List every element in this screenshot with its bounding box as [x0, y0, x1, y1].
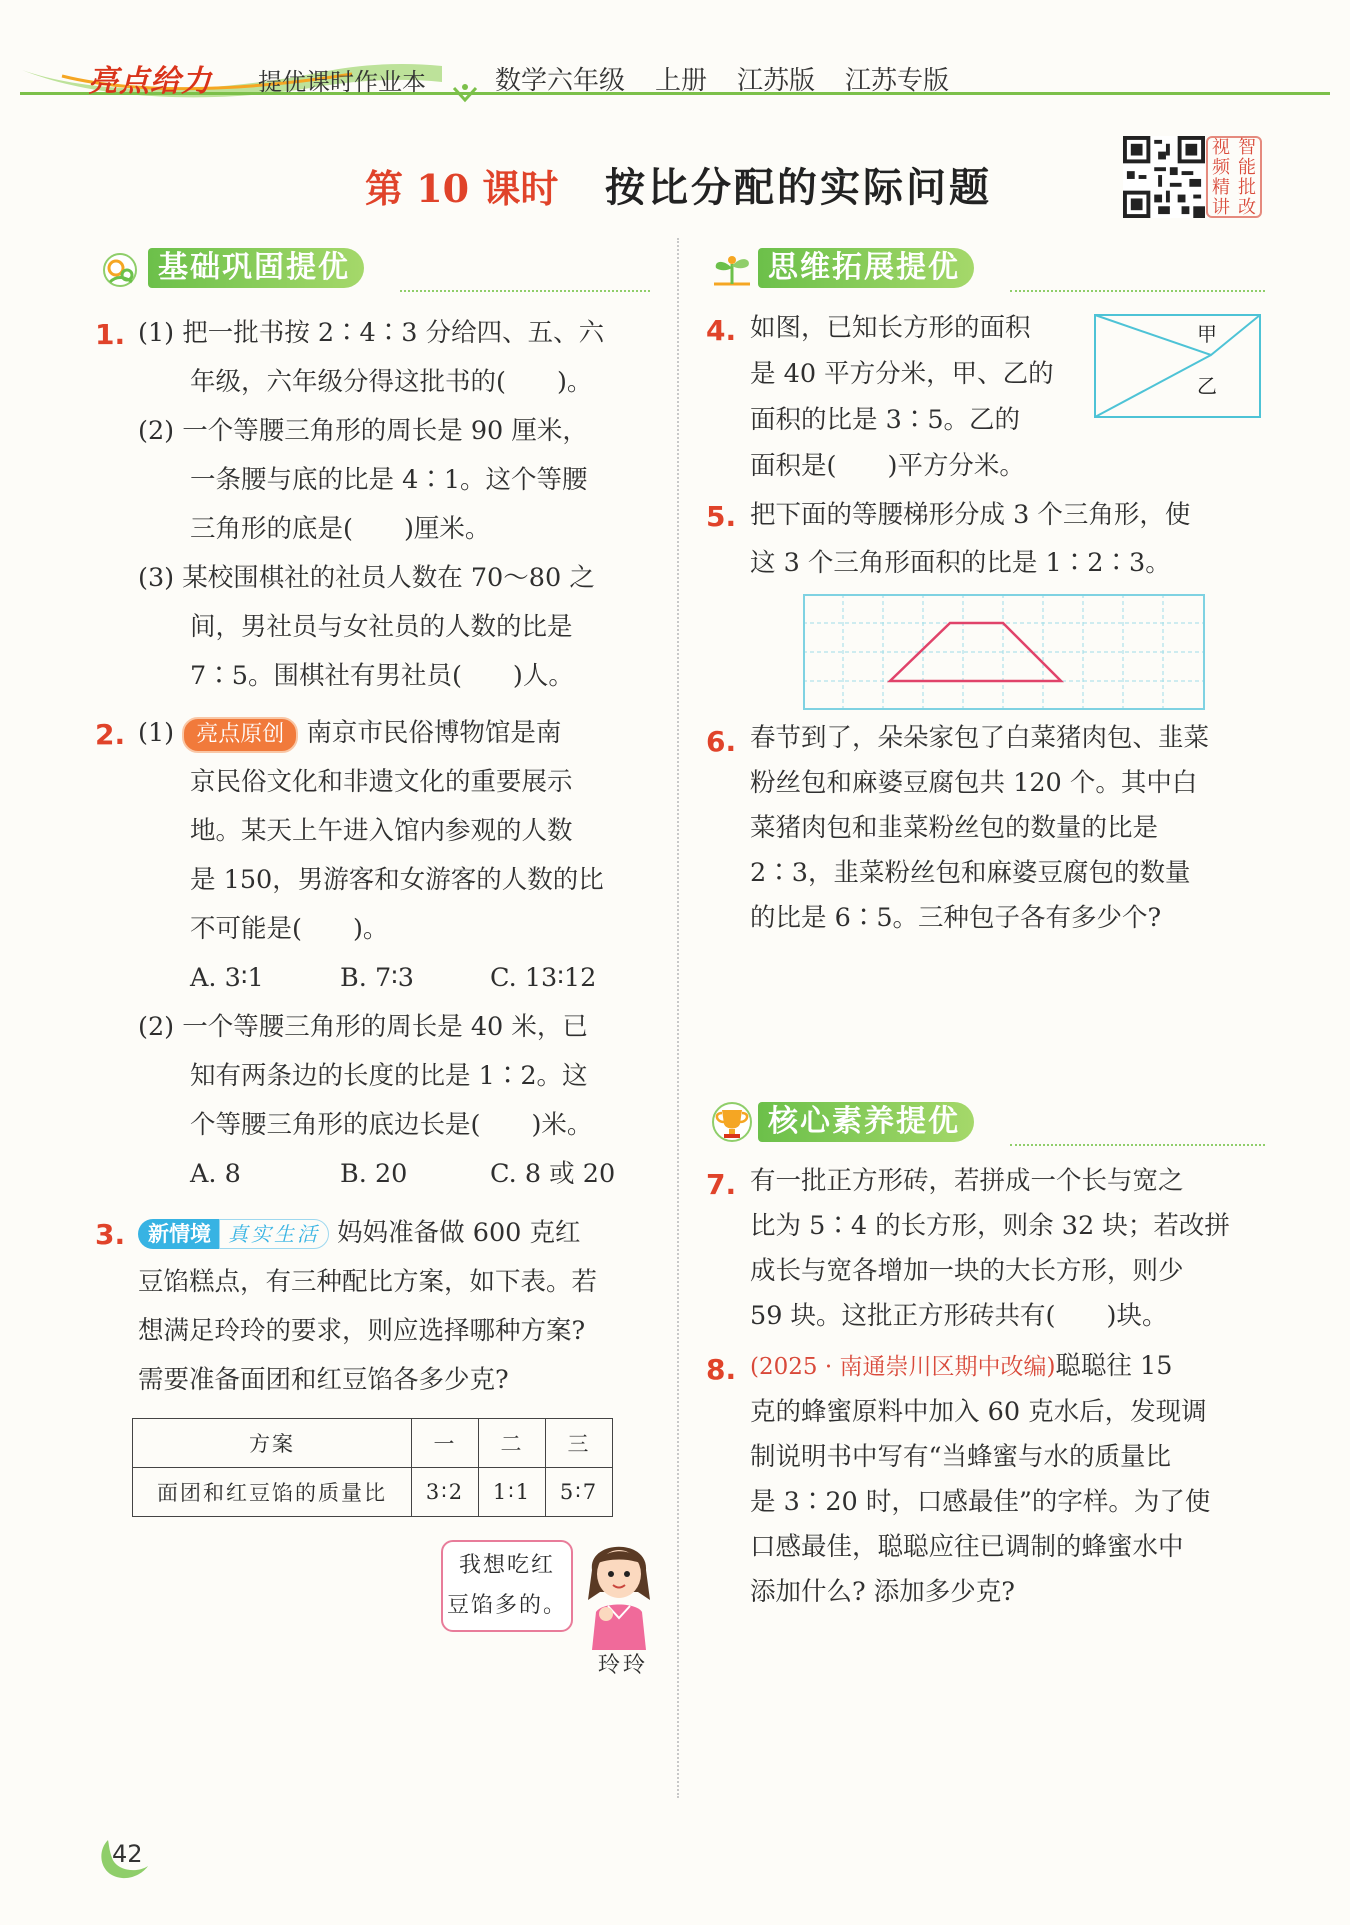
q4-line: 面积是( )平方分米。: [750, 451, 1025, 481]
ratio-plan-table: [132, 1418, 613, 1517]
q1-part1-line: 年级，六年级分得这批书的( )。: [190, 367, 593, 397]
q1-part1-line: (1) 把一批书按 2∶4∶3 分给四、五、六: [138, 318, 605, 348]
header-chevron-icon: [452, 84, 478, 104]
section-dotline: [1010, 1144, 1265, 1146]
grid-trapezoid-figure: [803, 594, 1205, 710]
question-number: 6.: [706, 725, 737, 758]
character-name: 玲玲: [598, 1653, 649, 1678]
question-3: [138, 1209, 658, 1405]
column-divider: [677, 238, 679, 1798]
q2-part2-line: (2) 一个等腰三角形的周长是 40 米，已: [138, 1012, 588, 1042]
q2-part1-line: 是 150，男游客和女游客的人数的比: [190, 865, 604, 895]
new-context-tag: 新情境: [138, 1219, 219, 1249]
option[interactable]: B. 20: [340, 1159, 408, 1189]
qr-caption: [1206, 136, 1262, 218]
q1-part2-line: 一条腰与底的比是 4∶1。这个等腰: [190, 465, 588, 495]
question-number: 4.: [706, 314, 737, 347]
q2-part2-options: [138, 1150, 658, 1199]
q6-line: 的比是 6∶5。三种包子各有多少个?: [750, 903, 1162, 933]
qr-code-icon[interactable]: [1123, 136, 1205, 218]
qr-label: 能: [1238, 157, 1256, 178]
header-meta: [495, 60, 949, 97]
question-8: [750, 1344, 1270, 1615]
page-number: 42: [112, 1840, 143, 1868]
q3-line: 想满足玲玲的要求，则应选择哪种方案?: [138, 1316, 586, 1346]
q7-line: 比为 5∶4 的长方形，则余 32 块；若改拼: [750, 1211, 1230, 1241]
brand-logo-text: 亮点给力: [88, 64, 212, 99]
original-tag: 亮点原创: [182, 717, 298, 753]
table-cell: 1∶1: [479, 1468, 546, 1517]
qr-label: 改: [1238, 197, 1256, 218]
question-number: 1.: [95, 318, 126, 351]
meta-special: 江苏专版: [845, 66, 950, 96]
bubble-line: 我想吃红: [458, 1553, 555, 1578]
q2-part2-line: 个等腰三角形的底边长是( )米。: [190, 1110, 593, 1140]
table-cell: 3∶2: [412, 1468, 479, 1517]
table-cell: 面团和红豆馅的质量比: [133, 1468, 412, 1517]
q1-part2-line: (2) 一个等腰三角形的周长是 90 厘米，: [138, 416, 588, 446]
region-label-yi: 乙: [1197, 374, 1217, 398]
q3-line: 豆馅糕点，有三种配比方案，如下表。若: [138, 1267, 598, 1297]
table-header-cell: 一: [412, 1419, 479, 1468]
qr-label: 频: [1212, 157, 1230, 178]
section-title: 基础巩固提优: [148, 248, 364, 288]
rectangle-figure: [1093, 313, 1263, 419]
q2-text: 南京市民俗博物馆是南: [306, 718, 562, 748]
question-1: [138, 309, 658, 701]
q1-part3-line: (3) 某校围棋社的社员人数在 70～80 之: [138, 563, 595, 593]
meta-volume: 上册: [655, 66, 708, 96]
q1-part3-line: 间，男社员与女社员的人数的比是: [190, 612, 573, 642]
q4-line: 如图，已知长方形的面积: [750, 313, 1031, 343]
section-title: 核心素养提优: [758, 1102, 974, 1142]
question-2: [138, 709, 658, 1199]
option[interactable]: C. 13∶12: [490, 963, 597, 993]
q6-line: 粉丝包和麻婆豆腐包共 120 个。其中白: [750, 768, 1198, 798]
q7-line: 59 块。这批正方形砖共有( )块。: [750, 1301, 1168, 1331]
section-dotline: [400, 290, 650, 292]
girl-character-icon: [578, 1530, 660, 1650]
q4-line: 面积的比是 3∶5。乙的: [750, 405, 1021, 435]
question-4: [750, 305, 1090, 489]
q6-line: 菜猪肉包和韭菜粉丝包的数量的比是: [750, 813, 1159, 843]
question-number: 2.: [95, 718, 126, 751]
q2-part1-line: 不可能是( )。: [190, 914, 389, 944]
section-dotline: [1010, 290, 1265, 292]
q8-line: 是 3∶20 时，口感最佳”的字样。为了使: [750, 1487, 1211, 1517]
q5-line: 这 3 个三角形面积的比是 1∶2∶3。: [750, 548, 1171, 578]
bubble-line: 豆馅多的。: [446, 1593, 567, 1618]
trophy-icon: [706, 1100, 758, 1144]
q4-line: 是 40 平方分米，甲、乙的: [750, 359, 1054, 389]
question-7: [750, 1159, 1270, 1339]
section-banner-basic: [96, 246, 364, 290]
table-row: [133, 1468, 613, 1517]
question-number: 3.: [95, 1218, 126, 1251]
question-number: 7.: [706, 1168, 737, 1201]
q7-line: 成长与宽各增加一块的大长方形，则少: [750, 1256, 1184, 1286]
q2-part1-line: [138, 709, 658, 758]
table-header-cell: 方案: [133, 1419, 412, 1468]
q2-part2-line: 知有两条边的长度的比是 1∶2。这: [190, 1061, 588, 1091]
question-6: [750, 716, 1270, 941]
table-header-cell: 二: [479, 1419, 546, 1468]
q8-line: 制说明书中写有“当蜂蜜与水的质量比: [750, 1442, 1172, 1472]
q1-part3-line: 7∶5。围棋社有男社员( )人。: [190, 661, 574, 691]
question-number: 5.: [706, 500, 737, 533]
question-5: [750, 491, 1270, 587]
lesson-number: 第 10 课时: [365, 166, 559, 211]
q2-part1-options: [138, 954, 658, 1003]
series-name: 提优课时作业本: [258, 68, 426, 96]
qr-label: 智: [1238, 137, 1256, 158]
qr-label: 精: [1212, 177, 1230, 198]
q2-part1-line: 京民俗文化和非遗文化的重要展示: [190, 767, 573, 797]
meta-edition: 江苏版: [737, 66, 816, 96]
real-life-tag: 真实生活: [219, 1219, 329, 1249]
q2-part1-line: 地。某天上午进入馆内参观的人数: [190, 816, 573, 846]
q3-line: 需要准备面团和红豆馅各多少克?: [138, 1365, 509, 1395]
gear-sprout-icon: [96, 246, 148, 290]
qr-label: 批: [1238, 177, 1256, 198]
q7-line: 有一批正方形砖，若拼成一个长与宽之: [750, 1166, 1184, 1196]
question-source: (2025 · 南通崇川区期中改编): [750, 1354, 1056, 1380]
q1-part2-line: 三角形的底是( )厘米。: [190, 514, 491, 544]
q5-line: 把下面的等腰梯形分成 3 个三角形，使: [750, 500, 1191, 530]
q6-line: 2∶3，韭菜粉丝包和麻婆豆腐包的数量: [750, 858, 1191, 888]
q3-line: [138, 1209, 658, 1258]
table-row: [133, 1419, 613, 1468]
section-banner-core: [706, 1100, 974, 1144]
option[interactable]: C. 8 或 20: [490, 1159, 616, 1189]
q8-text: 聪聪往 15: [1055, 1351, 1173, 1381]
lesson-title: 按比分配的实际问题: [605, 164, 992, 211]
option[interactable]: B. 7∶3: [340, 963, 415, 993]
q8-line: [750, 1344, 1270, 1390]
q8-line: 口感最佳，聪聪应往已调制的蜂蜜水中: [750, 1532, 1184, 1562]
speech-bubble: [441, 1540, 573, 1632]
sprout-icon: [706, 246, 758, 290]
q8-line: 克的蜂蜜原料中加入 60 克水后，发现调: [750, 1397, 1207, 1427]
section-title: 思维拓展提优: [758, 248, 974, 288]
qr-label: 讲: [1212, 197, 1230, 218]
q6-line: 春节到了，朵朵家包了白菜猪肉包、韭菜: [750, 723, 1210, 753]
part-label: (1): [138, 718, 175, 748]
table-header-cell: 三: [546, 1419, 613, 1468]
table-cell: 5∶7: [546, 1468, 613, 1517]
q3-text: 妈妈准备做 600 克红: [337, 1218, 581, 1248]
region-label-jia: 甲: [1197, 322, 1217, 346]
question-number: 8.: [706, 1353, 737, 1386]
q8-line: 添加什么? 添加多少克?: [750, 1577, 1015, 1607]
qr-label: 视: [1212, 137, 1230, 158]
meta-grade: 数学六年级: [495, 66, 626, 96]
option[interactable]: A. 3∶1: [190, 963, 264, 993]
section-banner-thinking: [706, 246, 974, 290]
option[interactable]: A. 8: [190, 1159, 241, 1189]
